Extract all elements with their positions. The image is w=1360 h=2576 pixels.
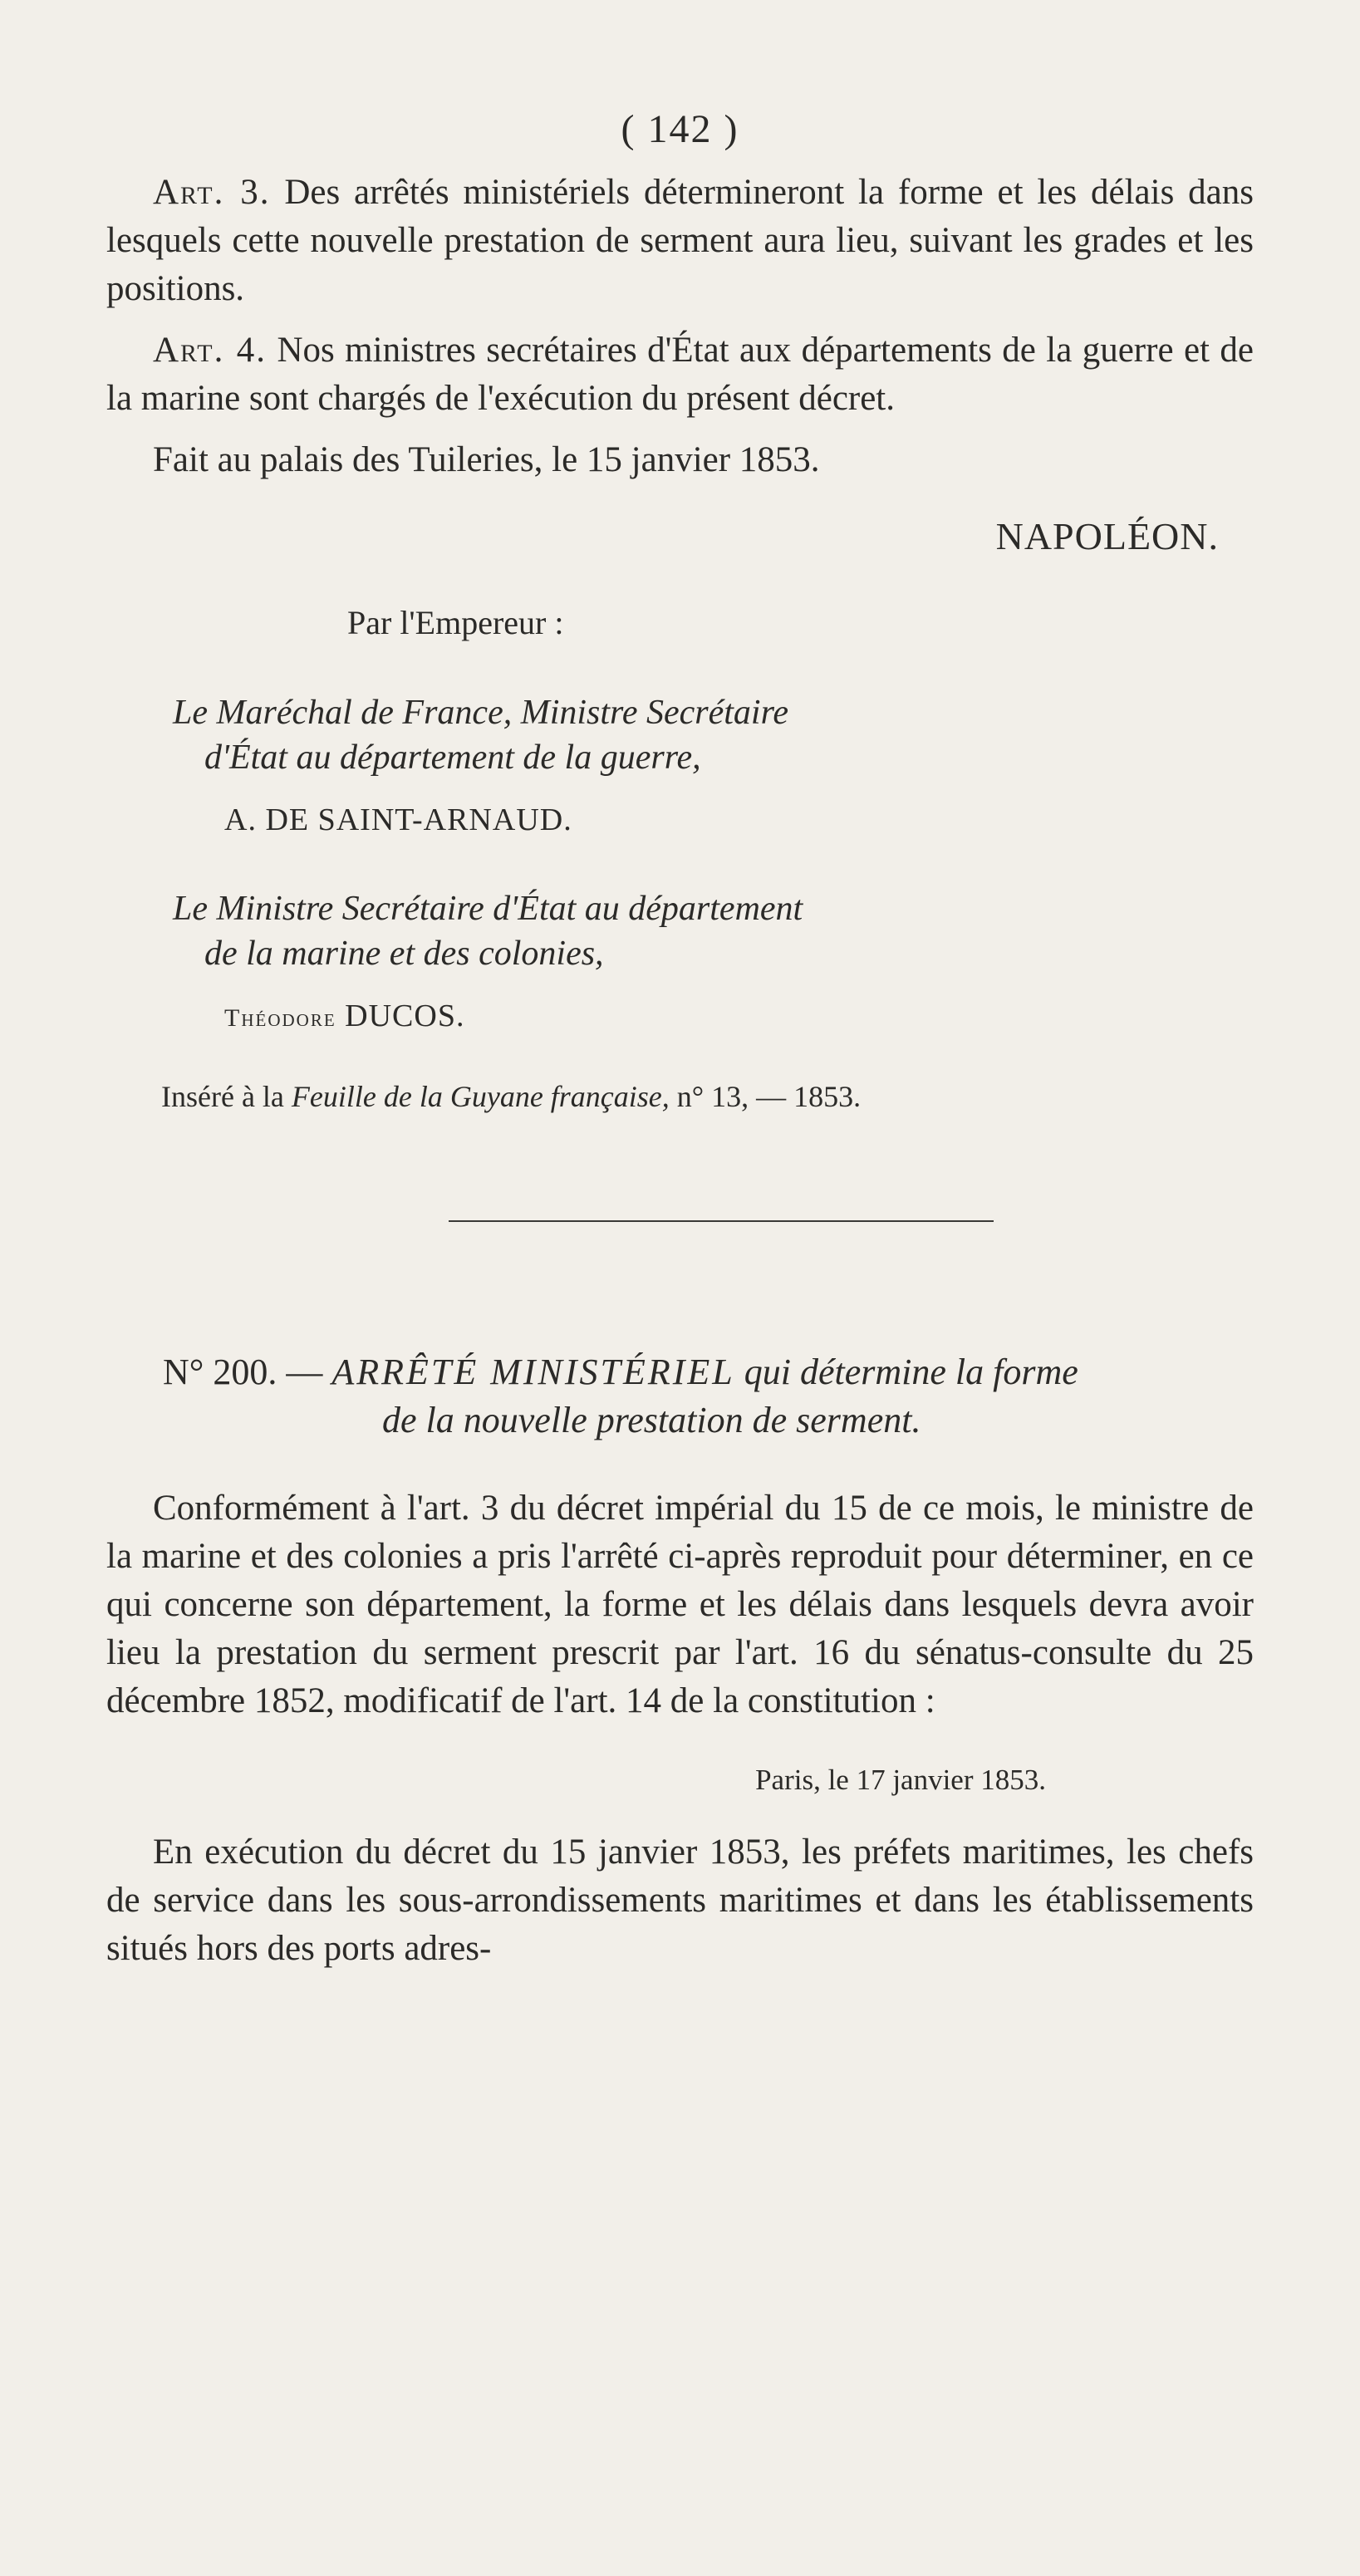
article-3-text: Des arrêtés ministériels détermineront la forme et les délais dans lesquels cette nouvelle prestation de serment aura lieu, suivant les grades et les positions. bbox=[106, 173, 1254, 308]
article-4 bbox=[106, 326, 1254, 423]
conformement-paragraph: Conformément à l'art. 3 du décret impérial du 15 de ce mois, le ministre de la marine et des colonies a pris l'arrêté ci-après reproduit pour déterminer, en ce qui concerne son département, la forme et les délais dans lesquels devra avoir lieu la prestation du serment prescrit par l'art. 16 du sénatus-consulte du 25 décembre 1852, modificatif de l'art. 14 de la constitution : bbox=[106, 1489, 1254, 1720]
article-4-label: Art. 4. bbox=[153, 331, 268, 370]
decree-title-caps: ARRÊTÉ MINISTÉRIEL bbox=[331, 1352, 735, 1392]
minister-war-title bbox=[106, 690, 1053, 780]
minister-navy-name bbox=[106, 998, 1254, 1034]
dateline: Paris, le 17 janvier 1853. bbox=[755, 1764, 1046, 1796]
section-divider bbox=[449, 1220, 994, 1222]
minister-navy-title bbox=[106, 886, 1053, 976]
article-3 bbox=[106, 169, 1254, 313]
decree-heading bbox=[106, 1348, 1254, 1445]
minister-war-title-line2: d'État au département de la guerre, bbox=[204, 738, 701, 777]
insertion-prefix: Inséré à la bbox=[161, 1080, 292, 1113]
page-number: ( 142 ) bbox=[621, 107, 739, 151]
article-3-label: Art. 3. bbox=[153, 173, 271, 212]
minister-navy-last-name: DUCOS. bbox=[336, 999, 465, 1033]
minister-navy-title-line2: de la marine et des colonies, bbox=[204, 935, 604, 973]
insertion-suffix: n° 13, — 1853. bbox=[669, 1080, 862, 1113]
insertion-note bbox=[106, 1079, 1254, 1114]
fait-au-palais: Fait au palais des Tuileries, le 15 janvier 1853. bbox=[153, 440, 820, 479]
execution-paragraph: En exécution du décret du 15 janvier 1853, les préfets maritimes, les chefs de service dans les sous-arrondissements maritimes et dans les établissements situés hors des ports adres- bbox=[106, 1833, 1254, 1968]
decree-title-rest: qui détermine la forme bbox=[734, 1352, 1078, 1392]
minister-war-title-line1: Le Maréchal de France, Ministre Secrétaire bbox=[173, 694, 789, 732]
signature-napoleon: NAPOLÉON. bbox=[995, 515, 1219, 557]
decree-title-line2: de la nouvelle prestation de serment. bbox=[382, 1400, 921, 1440]
minister-navy-first-name: Théodore bbox=[224, 1004, 336, 1032]
decree-number: N° 200. — bbox=[163, 1352, 332, 1392]
minister-war-name: A. DE SAINT-ARNAUD. bbox=[224, 802, 572, 837]
par-l-empereur: Par l'Empereur : bbox=[347, 604, 564, 641]
article-4-text: Nos ministres secrétaires d'État aux départements de la guerre et de la marine sont chargés de l'exécution du présent décret. bbox=[106, 331, 1254, 418]
minister-navy-title-line1: Le Ministre Secrétaire d'État au département bbox=[173, 890, 803, 928]
insertion-journal: Feuille de la Guyane française, bbox=[291, 1080, 670, 1113]
